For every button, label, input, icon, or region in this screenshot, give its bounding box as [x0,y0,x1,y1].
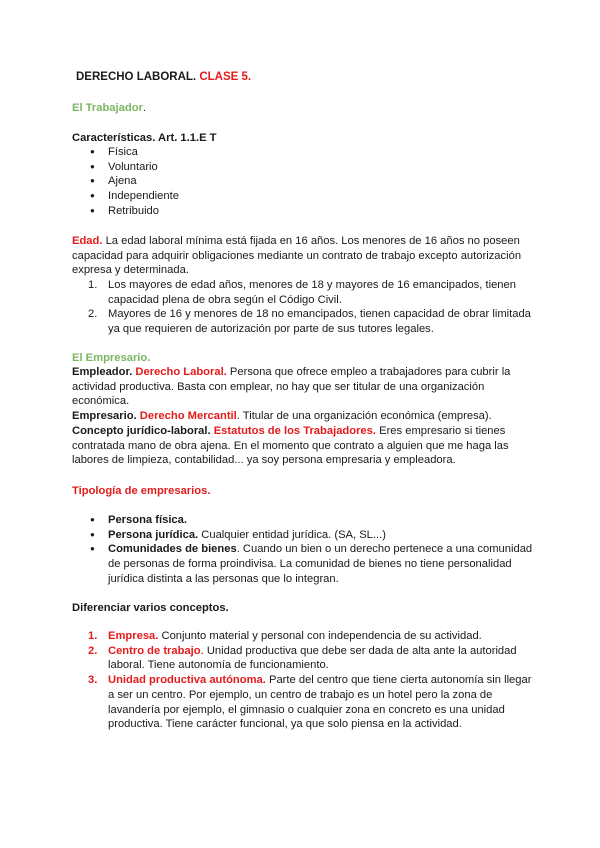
empresario-paragraph: Empresario. Derecho Mercantil. Titular de una organización económica (empresa). [72,410,492,423]
tipologia-list [72,513,536,587]
list-item: 2. Mayores de 16 y menores de 18 no emancipados, tienen capacidad de obrar limitada ya que requieren de autorización por parte de sus tutores legales. [88,308,531,336]
list-item: ● Ajena [72,174,536,189]
list-item: ● Física [72,145,536,160]
title-main: DERECHO LABORAL. [76,71,197,83]
caracteristicas-heading: Características. Art. 1.1.E T [72,132,217,144]
list-item: ● Retribuido [72,204,536,219]
edad-paragraph: Edad. La edad laboral mínima está fijada en 16 años. Los menores de 16 años no poseen capacidad para adquirir obligaciones mediante un contrato de trabajo excepto autorización expresa y determinada. [72,235,522,277]
list-item: 1. Empresa. Conjunto material y personal con independencia de su actividad. [88,630,482,642]
empresario-heading: El Empresario. [72,352,151,364]
empresario-section [72,365,536,468]
trabajador-heading: El Trabajador. [72,102,146,114]
list-item: ● Independiente [72,189,536,204]
list-item: ● Persona física. [72,513,536,528]
title-class: CLASE 5. [199,71,252,83]
concepto-paragraph: Concepto jurídico-laboral. Estatutos de los Trabajadores. Eres empresario si tienes contratada mano de obra ajena. En el momento que contrato a alguien que me haga las labores de limpieza, contabilidad... ya soy persona empresaria y empleadora. [72,424,509,467]
list-item: 1. Los mayores de edad años, menores de 18 y mayores de 16 emancipados, tienen capacidad plena de obra según el Código Civil. [88,279,516,306]
caracteristicas-list [72,145,536,219]
list-item: ● Persona jurídica. Cualquier entidad jurídica. (SA, SL...) [72,528,536,543]
list-item: ● Voluntario [72,160,536,175]
edad-list [72,278,536,337]
conceptos-list [72,629,536,732]
list-item: 2. Centro de trabajo. Unidad productiva que debe ser dada de alta ante la autoridad laboral. Tiene autonomía de funcionamiento. [88,644,517,672]
diferenciar-heading: Diferenciar varios conceptos. [72,602,229,614]
list-item: ● Comunidades de bienes. Cuando un bien o un derecho pertenece a una comunidad de personas de forma proindivisa. La comunidad de bienes no tiene personalidad jurídica distinta a las personas que lo integran. [72,542,536,586]
empleador-paragraph: Empleador. Derecho Laboral. Persona que ofrece empleo a trabajadores para cubrir la actividad productiva. Basta con emplear, no hay que ser titular de una organización económica. [72,366,511,408]
list-item: 3. Unidad productiva autónoma. Parte del centro que tiene cierta autonomía sin llegar a ser un centro. Por ejemplo, un centro de trabajo es un hotel pero la zona de lavandería por ejemplo, el gimnasio o cualquier zona en concreto es una unidad productiva. Tiene carácter funcional, ya que solo piensa en la actividad. [88,674,532,731]
document-title [76,70,536,85]
tipologia-heading: Tipología de empresarios. [72,485,211,497]
